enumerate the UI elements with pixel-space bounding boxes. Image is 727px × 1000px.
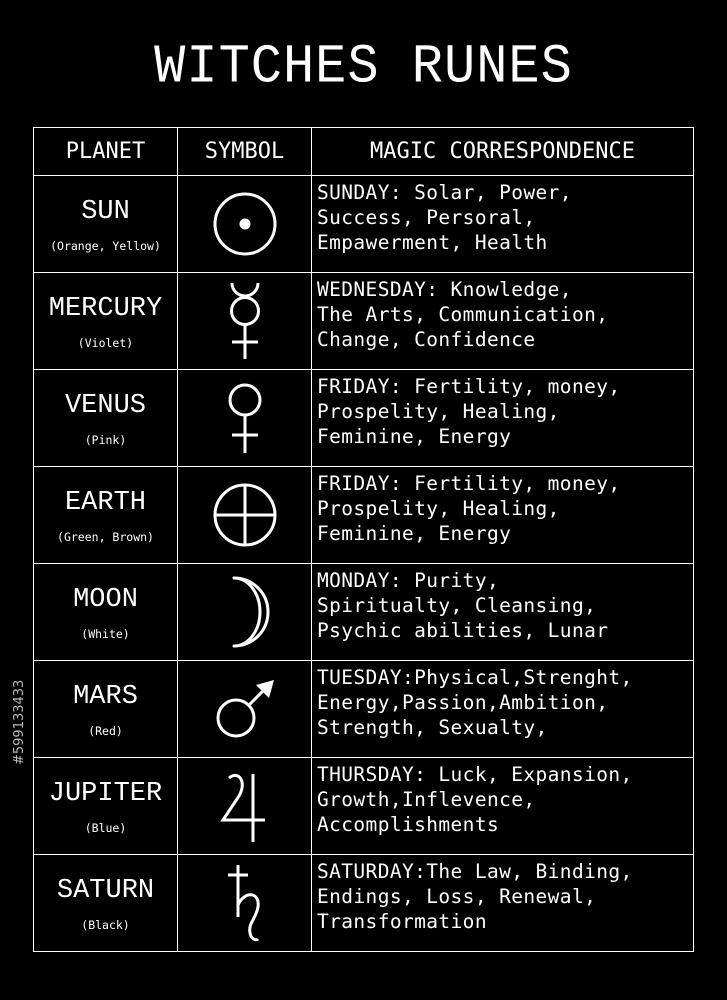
planet-cell	[34, 855, 178, 952]
symbol-cell	[178, 370, 312, 467]
symbol-cell	[178, 758, 312, 855]
planet-color: (Red)	[88, 724, 123, 738]
correspondence-cell: SUNDAY: Solar, Power, Success, Persoral, Empawerment, Health	[312, 176, 694, 273]
planet-cell	[34, 176, 178, 273]
table-row	[34, 564, 694, 661]
planet-cell	[34, 564, 178, 661]
saturn-symbol-icon	[220, 861, 270, 945]
correspondence-cell: SATURDAY:The Law, Binding, Endings, Loss, Renewal, Transformation	[312, 855, 694, 952]
earth-symbol-icon	[210, 480, 280, 550]
symbol-cell	[178, 273, 312, 370]
table-row	[34, 370, 694, 467]
planet-color: (Black)	[81, 918, 130, 932]
table-row	[34, 467, 694, 564]
planet-color: (Pink)	[84, 433, 127, 447]
planet-cell	[34, 661, 178, 758]
correspondence-cell: WEDNESDAY: Knowledge, The Arts, Communication, Change, Confidence	[312, 273, 694, 370]
header-correspondence: MAGIC CORRESPONDENCE	[312, 128, 694, 176]
planet-cell	[34, 467, 178, 564]
planet-cell	[34, 370, 178, 467]
table-row	[34, 176, 694, 273]
planet-name: MERCURY	[48, 294, 163, 324]
symbol-cell	[178, 564, 312, 661]
runes-table	[33, 127, 694, 952]
table-row	[34, 661, 694, 758]
symbol-cell	[178, 661, 312, 758]
header-row	[34, 128, 694, 176]
mars-symbol-icon	[212, 676, 278, 742]
correspondence-cell: FRIDAY: Fertility, money, Prospelity, Healing, Feminine, Energy	[312, 467, 694, 564]
table-row	[34, 855, 694, 952]
planet-cell	[34, 273, 178, 370]
planet-name: VENUS	[64, 391, 146, 421]
sun-symbol-icon	[210, 189, 280, 259]
moon-symbol-icon	[220, 574, 270, 650]
planet-color: (White)	[81, 627, 130, 641]
planet-name: SUN	[81, 197, 130, 227]
page-title: WITCHES RUNES	[154, 36, 573, 99]
planet-color: (Orange, Yellow)	[50, 239, 161, 253]
header-planet: PLANET	[34, 128, 178, 176]
planet-name: MOON	[73, 585, 138, 615]
correspondence-cell: FRIDAY: Fertility, money, Prospelity, Healing, Feminine, Energy	[312, 370, 694, 467]
stock-id-watermark: #599133433	[12, 679, 27, 765]
planet-color: (Green, Brown)	[57, 530, 154, 544]
planet-name: JUPITER	[48, 779, 163, 809]
correspondence-cell: TUESDAY:Physical,Strenght, Energy,Passion,Ambition, Strength, Sexualty,	[312, 661, 694, 758]
symbol-cell	[178, 176, 312, 273]
venus-symbol-icon	[220, 380, 270, 456]
symbol-cell	[178, 855, 312, 952]
mercury-symbol-icon	[220, 279, 270, 363]
planet-color: (Violet)	[77, 336, 134, 350]
planet-cell	[34, 758, 178, 855]
table-row	[34, 273, 694, 370]
table-row	[34, 758, 694, 855]
header-symbol: SYMBOL	[178, 128, 312, 176]
planet-color: (Blue)	[84, 821, 127, 835]
symbol-cell	[178, 467, 312, 564]
correspondence-cell: THURSDAY: Luck, Expansion, Growth,Inflevence, Accomplishments	[312, 758, 694, 855]
planet-name: MARS	[73, 682, 138, 712]
jupiter-symbol-icon	[215, 766, 275, 846]
planet-name: SATURN	[56, 876, 155, 906]
correspondence-cell: MONDAY: Purity, Spiritualty, Cleansing, Psychic abilities, Lunar	[312, 564, 694, 661]
planet-name: EARTH	[64, 488, 146, 518]
